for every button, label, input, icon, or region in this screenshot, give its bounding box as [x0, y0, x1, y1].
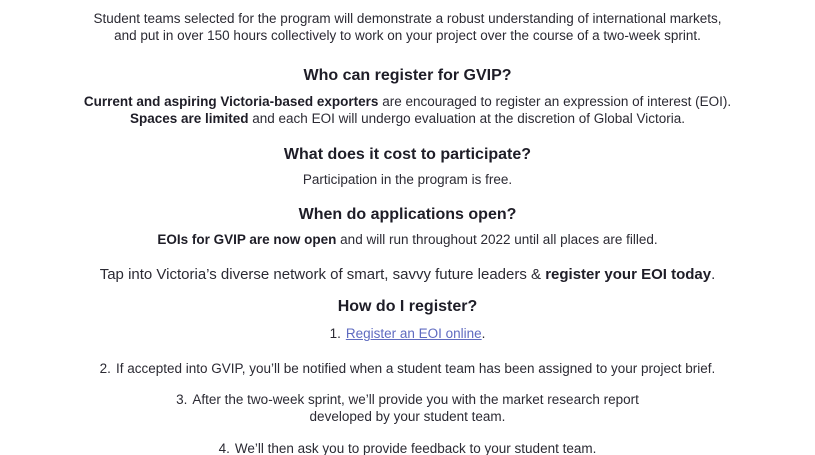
step-3-line-2: developed by your student team. — [309, 409, 506, 424]
heading-how-do-i-register: How do I register? — [337, 298, 478, 315]
cta-text-2: . — [711, 266, 716, 283]
who-paragraph — [28, 93, 787, 127]
applications-bold-eois-open: EOIs for GVIP are now open — [157, 232, 337, 247]
step-4-text: We’ll then ask you to provide feedback to your student team. — [234, 441, 597, 455]
step-2-number: 2. — [99, 361, 111, 376]
applications-text-1: and will run throughout 2022 until all places are filled. — [336, 232, 658, 247]
step-1-period: . — [481, 326, 486, 341]
applications-paragraph — [28, 231, 787, 248]
cta-paragraph — [28, 265, 787, 284]
heading-cost: What does it cost to participate? — [283, 146, 532, 163]
heading-applications-open: When do applications open? — [298, 206, 517, 223]
register-step-2 — [28, 360, 787, 377]
intro-line-1: Student teams selected for the program will demonstrate a robust understanding of international markets, — [93, 11, 722, 26]
who-text-2: and each EOI will undergo evaluation at the discretion of Global Victoria. — [248, 111, 686, 126]
heading-who-can-register: Who can register for GVIP? — [303, 67, 512, 84]
cta-text-1: Tap into Victoria’s diverse network of smart, savvy future leaders & — [99, 266, 546, 283]
step-2-text: If accepted into GVIP, you’ll be notified when a student team has been assigned to your project brief. — [115, 361, 716, 376]
register-step-3 — [28, 391, 787, 425]
step-3-number: 3. — [176, 392, 188, 407]
who-bold-exporters: Current and aspiring Victoria-based exporters — [83, 94, 379, 109]
who-text-1: are encouraged to register an expression of interest (EOI). — [378, 94, 732, 109]
cost-paragraph: Participation in the program is free. — [302, 172, 513, 187]
intro-line-2: and put in over 150 hours collectively to work on your project over the course of a two-week sprint. — [114, 28, 701, 43]
step-3-line-1: After the two-week sprint, we’ll provide you with the market research report — [192, 392, 639, 407]
intro-paragraph — [28, 10, 787, 44]
register-step-4 — [28, 440, 787, 455]
step-1-number: 1. — [329, 326, 341, 341]
register-step-1 — [28, 325, 787, 342]
cta-bold-register-today: register your EOI today — [545, 266, 712, 283]
step-4-number: 4. — [218, 441, 230, 455]
register-eoi-link[interactable]: Register an EOI online — [345, 326, 482, 341]
who-bold-spaces-limited: Spaces are limited — [129, 111, 249, 126]
